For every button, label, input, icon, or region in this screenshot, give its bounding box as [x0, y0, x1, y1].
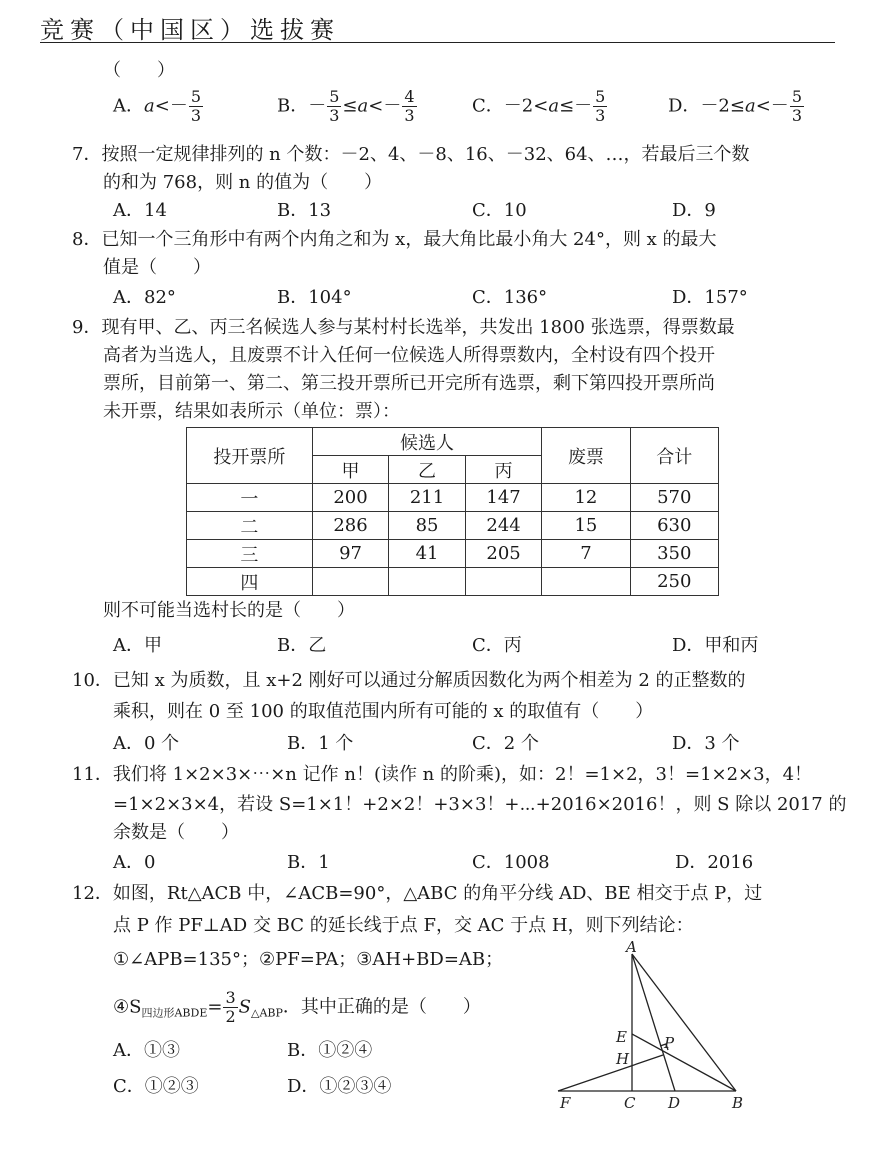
fraction: $\frac{5}{3}$: [329, 87, 340, 125]
q8-line-1: 8．已知一个三角形中有两个内角之和为 x，最大角比最小角大 24°，则 x 的最大: [72, 229, 717, 250]
candidate-header: 丙: [465, 456, 542, 484]
table-cell: 12: [542, 484, 630, 512]
label-c: C: [624, 1094, 636, 1112]
table-cell: [542, 568, 630, 596]
q6-option-a-label: A．: [113, 95, 144, 117]
table-cell: [389, 568, 466, 596]
candidates-header: 候选人: [312, 428, 542, 456]
table-cell: 211: [389, 484, 466, 512]
segment-ad: [632, 954, 675, 1091]
q9-line-1: 9．现有甲、乙、丙三名候选人参与某村村长选举，共发出 1800 张选票，得票数最: [72, 317, 735, 338]
q7-option-c: C．10: [472, 200, 527, 221]
q7-line-1: 7．按照一定规律排列的 n 个数：－2、4、－8、16、－32、64、…，若最后三个数: [72, 144, 750, 165]
table-cell: [465, 568, 542, 596]
candidate-header: 乙: [389, 456, 466, 484]
q9-option-d: D．甲和丙: [672, 635, 759, 656]
label-a: A: [626, 938, 637, 956]
candidate-header: 甲: [312, 456, 389, 484]
q11-line-1: 11．我们将 1×2×3×⋯×n 记作 n！(读作 n 的阶乘)，如：2！=1×2，3！=1×2×3，4！: [72, 764, 813, 785]
q8-option-c: C．136°: [472, 287, 548, 308]
q12-line-3: ①∠APB=135°；②PF=PA；③AH+BD=AB；: [113, 949, 504, 970]
table-cell: 41: [389, 540, 466, 568]
q7-option-a: A．14: [113, 200, 167, 221]
station-header: 投开票所: [187, 428, 313, 484]
table-cell: 250: [630, 568, 718, 596]
vote-table: [186, 427, 719, 596]
fraction: $\frac{5}{3}$: [595, 87, 606, 125]
q11-option-a: A．0: [113, 852, 156, 873]
q9-option-b: B．乙: [277, 635, 327, 656]
label-f: F: [560, 1094, 571, 1112]
label-d: D: [668, 1094, 681, 1112]
total-header: 合计: [630, 428, 718, 484]
q10-option-c: C．2 个: [472, 733, 539, 754]
segment-be: [632, 1034, 736, 1091]
fraction: $\frac{3}{2}$: [225, 988, 236, 1026]
table-cell: 85: [389, 512, 466, 540]
q9-line-3: 票所，目前第一、第二、第三投开票所已开完所有选票，剩下第四投开票所尚: [103, 373, 715, 394]
table-cell: 三: [187, 540, 313, 568]
q10-option-d: D．3 个: [672, 733, 740, 754]
q10-option-b: B．1 个: [287, 733, 354, 754]
table-cell: 205: [465, 540, 542, 568]
q7-option-b: B．13: [277, 200, 332, 221]
table-cell: 286: [312, 512, 389, 540]
q10-line-1: 10．已知 x 为质数，且 x+2 刚好可以通过分解质因数化为两个相差为 2 的正整数的: [72, 670, 746, 691]
q6-bracket: （ ）: [103, 60, 175, 81]
q8-option-d: D．157°: [672, 287, 748, 308]
q7-option-d: D．9: [672, 200, 716, 221]
label-h: H: [616, 1050, 630, 1068]
table-cell: 15: [542, 512, 630, 540]
table-row: [187, 484, 719, 512]
q10-option-a: A．0 个: [113, 733, 180, 754]
q12-option-a: A．①③: [113, 1040, 180, 1061]
q11-line-3: 余数是（ ）: [113, 822, 239, 843]
q11-option-d: D．2016: [675, 852, 754, 873]
q9-option-c: C．丙: [472, 635, 522, 656]
table-cell: 四: [187, 568, 313, 596]
q9-line-4: 未开票，结果如表所示（单位：票）：: [103, 401, 400, 422]
table-cell: 二: [187, 512, 313, 540]
fraction: $\frac{4}{3}$: [404, 87, 415, 125]
q7-line-2: 的和为 768，则 n 的值为（ ）: [103, 172, 383, 193]
table-row: [187, 568, 719, 596]
q11-line-2: =1×2×3×4，若设 S=1×1！+2×2！+3×3！+⋯+2016×2016！，则 S 除以 2017 的: [113, 794, 847, 815]
triangle-figure: [550, 938, 750, 1113]
q6-option-c: C．－2<a≤－ $\frac{5}{3}$: [472, 87, 606, 125]
q9-option-a: A．甲: [113, 635, 162, 656]
q9-line-2: 高者为当选人，且废票不计入任何一位候选人所得票数内，全村设有四个投开: [103, 345, 715, 366]
q8-option-a: A．82°: [113, 287, 176, 308]
q12-option-c: C．①②③: [113, 1076, 199, 1097]
q12-line-4: $④S_{四边形ABDE}=$ $\frac{3}{2}$ $S_{\triangle ABP}$．其中正确的是（ ）: [113, 988, 481, 1026]
table-cell: 350: [630, 540, 718, 568]
label-b: B: [732, 1094, 744, 1112]
q11-option-b: B．1: [287, 852, 330, 873]
page-header: 竞赛（中国区）选拔赛: [40, 16, 340, 44]
table-cell: 7: [542, 540, 630, 568]
table-cell: 一: [187, 484, 313, 512]
table-row: [187, 512, 719, 540]
table-cell: 244: [465, 512, 542, 540]
table-cell: 570: [630, 484, 718, 512]
label-e: E: [616, 1028, 627, 1046]
table-row: [187, 540, 719, 568]
header-rule: [40, 42, 835, 43]
table-cell: [312, 568, 389, 596]
table-cell: 147: [465, 484, 542, 512]
q12-option-b: B．①②④: [287, 1040, 373, 1061]
q12-option-d: D．①②③④: [287, 1076, 392, 1097]
q8-option-b: B．104°: [277, 287, 352, 308]
table-cell: 630: [630, 512, 718, 540]
table-cell: 97: [312, 540, 389, 568]
q6-option-d: D．－2≤a<－ $\frac{5}{3}$: [668, 87, 802, 125]
q6-option-b: B．－ $\frac{5}{3}$ ≤a<－ $\frac{4}{3}$: [277, 87, 415, 125]
fraction: $\frac{5}{3}$: [190, 87, 202, 125]
q10-line-2: 乘积，则在 0 至 100 的取值范围内所有可能的 x 的取值有（ ）: [113, 701, 654, 722]
table-header-row: [187, 428, 719, 456]
q6-option-a: A．a<－ $\frac{5}{3}$: [113, 87, 202, 125]
fraction: $\frac{5}{3}$: [791, 87, 802, 125]
segment-ab: [632, 954, 736, 1091]
q9-question: 则不可能当选村长的是（ ）: [103, 600, 355, 621]
q8-line-2: 值是（ ）: [103, 257, 211, 278]
invalid-header: 废票: [542, 428, 630, 484]
label-p: P: [664, 1034, 675, 1052]
q12-line-1: 12．如图，Rt△ACB 中，∠ACB=90°，△ABC 的角平分线 AD、BE 相交于点 P，过: [72, 883, 763, 904]
q11-option-c: C．1008: [472, 852, 550, 873]
table-cell: 200: [312, 484, 389, 512]
q12-line-2: 点 P 作 PF⊥AD 交 BC 的延长线于点 F，交 AC 于点 H，则下列结论：: [113, 915, 694, 936]
segment-fp: [558, 1055, 663, 1091]
